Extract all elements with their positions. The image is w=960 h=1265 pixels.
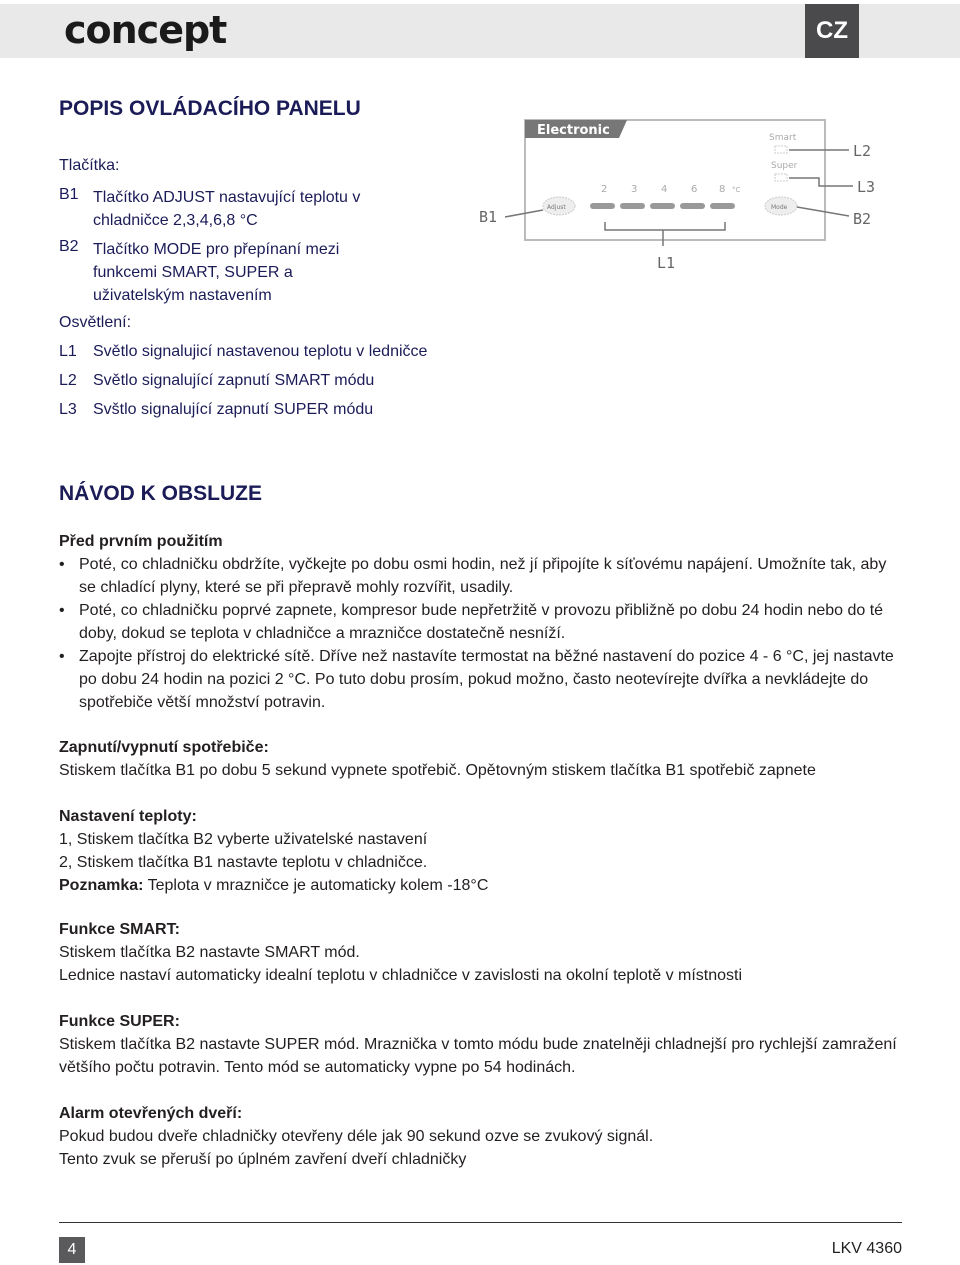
temp-label: 6 — [691, 184, 698, 195]
control-panel-diagram — [477, 118, 897, 278]
model-number: LKV 4360 — [831, 1240, 902, 1257]
light-bar — [710, 203, 735, 209]
smart-label: Smart — [769, 133, 797, 143]
super-heading: Funkce SUPER: — [59, 1013, 180, 1030]
temp-line: 1, Stiskem tlačítka B2 vyberte uživatelské nastavení — [59, 831, 428, 848]
alarm-line: Tento zvuk se přeruší po úplném zavření dveří chladničky — [59, 1151, 467, 1168]
power-heading: Zapnutí/vypnutí spotřebiče: — [59, 739, 269, 756]
def-text: Světlo signalujicí nastavenou teplotu v ledničce — [93, 343, 428, 360]
def-code: B1 — [59, 186, 79, 203]
temp-label: 8 — [719, 184, 726, 195]
panel-title: Electronic — [537, 123, 610, 138]
def-text: Světlo signalující zapnutí SMART módu — [93, 372, 375, 389]
buttons-heading: Tlačítka: — [59, 157, 120, 174]
power-text: Stiskem tlačítka B1 po dobu 5 sekund vypnete spotřebič. Opětovným stiskem tlačítka B1 spotřebič zapnete — [59, 762, 816, 779]
first-use-list — [59, 553, 904, 714]
light-bar — [620, 203, 645, 209]
first-use-heading: Před prvním použitím — [59, 533, 223, 550]
temp-label: 4 — [661, 184, 668, 195]
mode-button-label: Mode — [771, 204, 788, 211]
def-code: L1 — [59, 343, 77, 360]
temp-block — [59, 805, 904, 897]
label-l3: L3 — [857, 178, 876, 196]
brand-logo: concept — [64, 8, 227, 52]
first-use-block — [59, 530, 904, 714]
def-code: L3 — [59, 401, 77, 418]
label-l2: L2 — [853, 142, 872, 160]
note-label: Poznamka: — [59, 877, 144, 894]
super-text: Stiskem tlačítka B2 nastavte SUPER mód. Mraznička v tomto módu bude znatelněji chladnejší pro rychlejší zamražení většího počtu potravin. Tento mód se automaticky vypne po 54 hodinách. — [59, 1036, 897, 1076]
smart-block — [59, 918, 904, 987]
label-b1: B1 — [479, 208, 498, 226]
smart-line: Lednice nastaví automaticky idealní teplotu v chladničce v zavislosti na okolní teplotě v místnosti — [59, 967, 743, 984]
smart-line: Stiskem tlačítka B2 nastavte SMART mód. — [59, 944, 360, 961]
light-bar — [590, 203, 615, 209]
list-item: • Poté, co chladničku obdržíte, vyčkejte po dobu osmi hodin, než jí připojíte k síťovému napájení. Umožníte tak, aby se chladící plyny, které se při přepravě mohly rozvířit, usadily. — [59, 553, 904, 599]
alarm-heading: Alarm otevřených dveří: — [59, 1105, 243, 1122]
def-code: L2 — [59, 372, 77, 389]
def-code: B2 — [59, 238, 79, 255]
temp-label: 3 — [631, 184, 638, 195]
list-item: • Poté, co chladničku poprvé zapnete, kompresor bude nepřetržitě v provozu přibližně po dobu 24 hodin nebo do té doby, dokud se teplota v chladničce a mrazničce dostatečně nesníží. — [59, 599, 904, 645]
super-label: Super — [771, 161, 798, 171]
label-l1: L1 — [657, 254, 676, 272]
temp-line: 2, Stiskem tlačítka B1 nastavte teplotu v chladničce. — [59, 854, 428, 871]
section-title-usage: NÁVOD K OBSLUZE — [59, 482, 263, 505]
note-text: Teplota v mrazničce je automaticky kolem -18°C — [143, 877, 489, 894]
smart-heading: Funkce SMART: — [59, 921, 180, 938]
alarm-line: Pokud budou dveře chladničky otevřeny déle jak 90 sekund ozve se zvukový signál. — [59, 1128, 654, 1145]
light-bar — [650, 203, 675, 209]
def-text: Svštlo signalující zapnutí SUPER módu — [93, 401, 374, 418]
alarm-block — [59, 1102, 904, 1171]
note-line — [59, 874, 904, 897]
power-block — [59, 736, 904, 782]
temp-label: 2 — [601, 184, 608, 195]
label-b2: B2 — [853, 210, 872, 228]
section-title-panel: POPIS OVLÁDACÍHO PANELU — [59, 97, 361, 120]
light-bar — [680, 203, 705, 209]
footer-divider — [59, 1222, 902, 1223]
adjust-button-label: Adjust — [547, 204, 566, 211]
temp-unit: °C — [732, 186, 741, 194]
super-block — [59, 1010, 904, 1079]
page-number: 4 — [59, 1237, 85, 1263]
def-text: Tlačítko MODE pro přepínaní mezi funkcemi SMART, SUPER a uživatelským nastavením — [93, 241, 340, 304]
def-text: Tlačítko ADJUST nastavující teplotu v chladničce 2,3,4,6,8 °C — [93, 189, 361, 229]
language-badge: CZ — [805, 4, 859, 58]
temp-heading: Nastavení teploty: — [59, 808, 197, 825]
list-item: • Zapojte přístroj do elektrické sítě. Dříve než nastavíte termostat na běžné nastavení do pozice 4 - 6 °C, jej nastavte po dobu 24 hodin na pozici 2 °C. Po tuto dobu prosím, pokud možno, často neotevírejte dvířka a nevkládejte do spotřebiče větší množství potravin. — [59, 645, 904, 714]
lights-heading: Osvětlení: — [59, 314, 132, 331]
